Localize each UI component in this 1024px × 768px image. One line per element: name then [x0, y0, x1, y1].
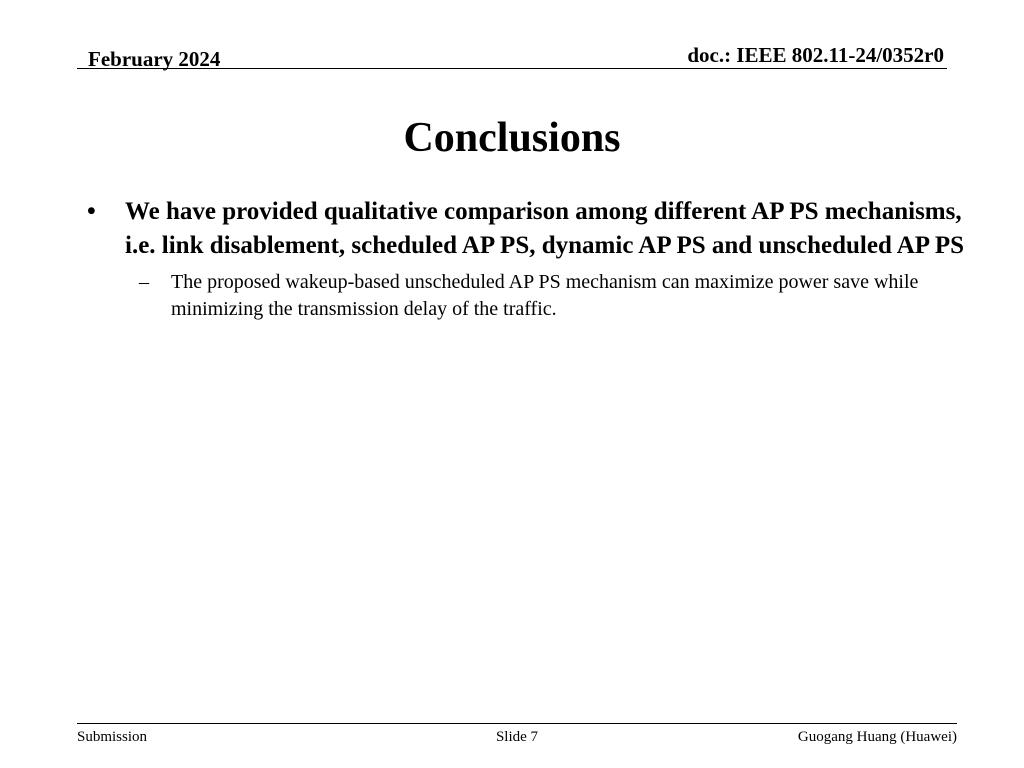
header-divider: [77, 68, 947, 69]
subbullet-marker: –: [139, 271, 149, 293]
bullet-item: [87, 195, 977, 263]
footer-submission: Submission: [77, 729, 148, 745]
bullet-text: We have provided qualitative comparison among different AP PS mechanisms, i.e. link disablement, scheduled AP PS, dynamic AP PS and unscheduled AP PS: [125, 198, 965, 259]
subbullet-text: The proposed wakeup-based unscheduled AP PS mechanism can maximize power save while minimizing the transmission delay of the traffic.: [171, 271, 919, 320]
footer-slide-number: Slide 7: [495, 729, 539, 745]
slide-title: Conclusions: [403, 115, 621, 161]
bullet-list: [87, 195, 977, 323]
subbullet-item: [139, 269, 977, 323]
footer-author: Guogang Huang (Huawei): [797, 729, 957, 745]
footer-divider: [77, 723, 957, 724]
header-doc-id: doc.: IEEE 802.11-24/0352r0: [687, 43, 944, 67]
header-date: February 2024: [88, 47, 221, 71]
bullet-marker: •: [87, 198, 96, 225]
